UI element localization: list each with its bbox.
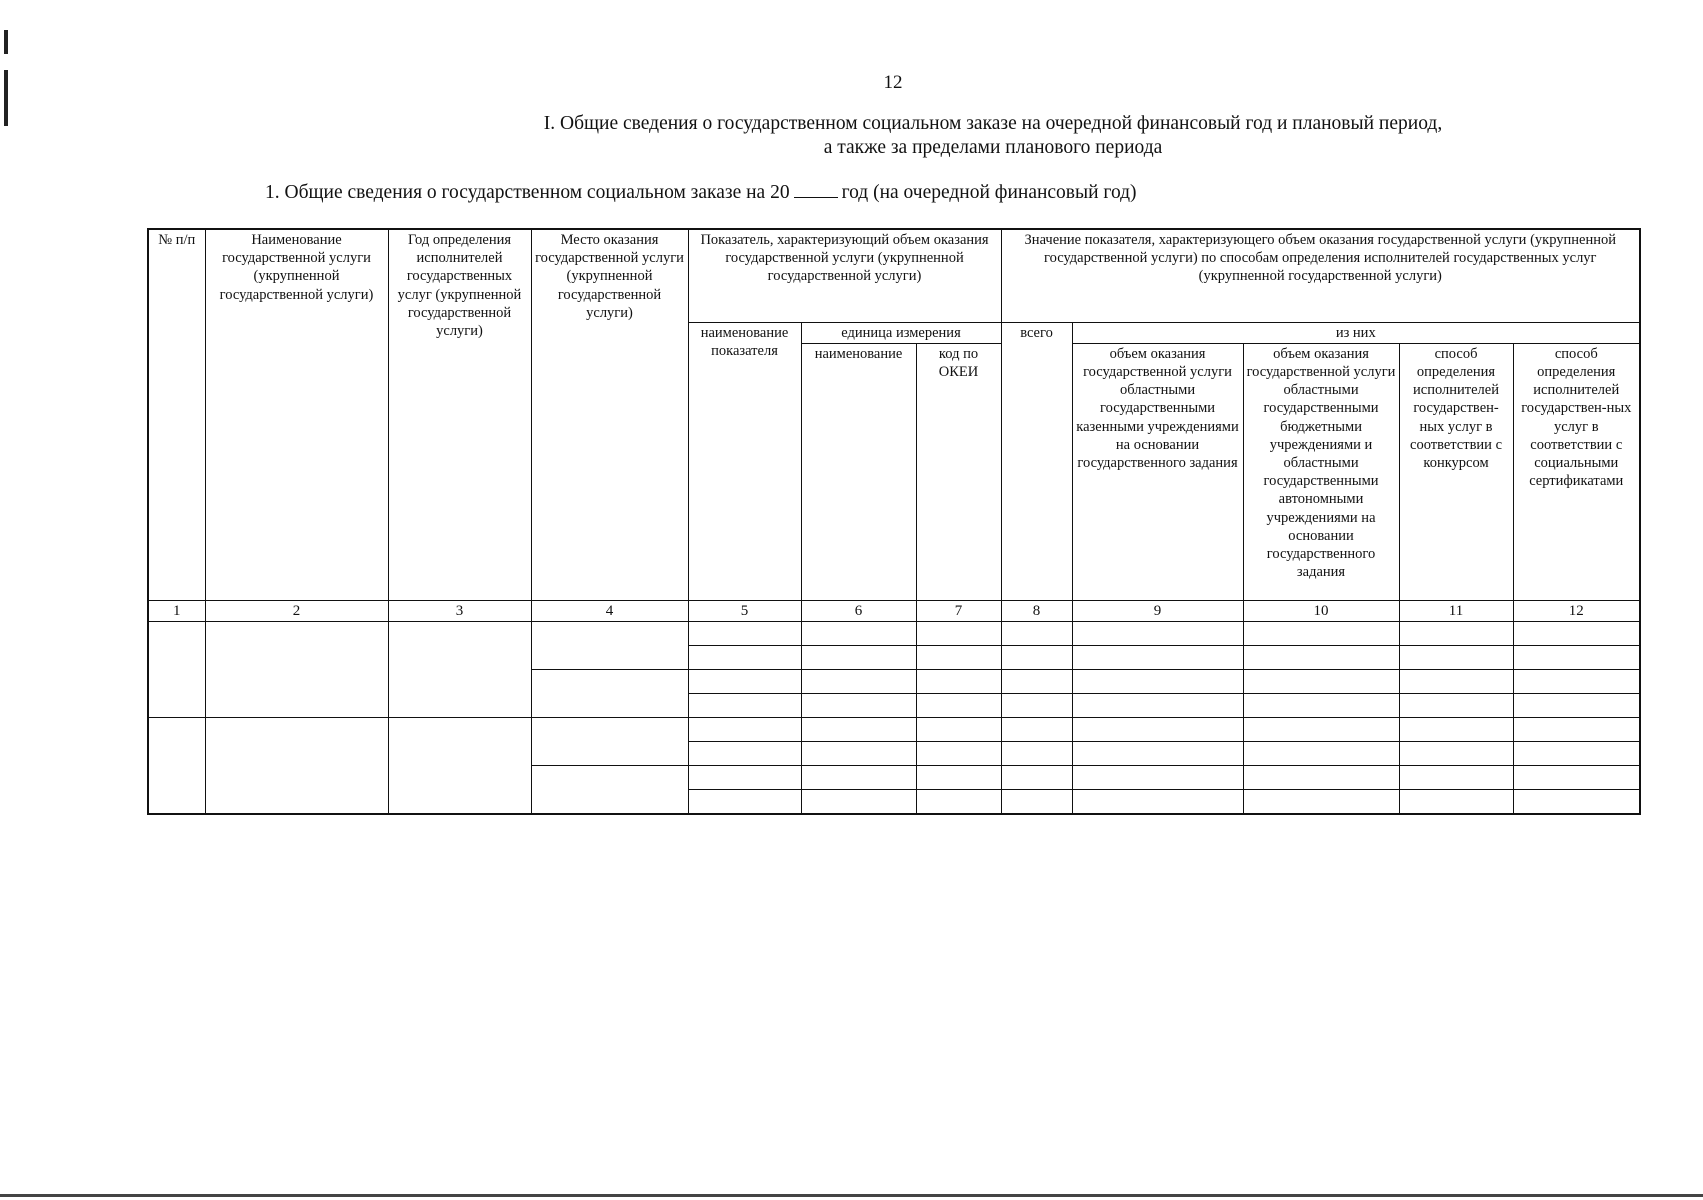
cell-volume-kazennye[interactable] xyxy=(1072,669,1243,693)
cell-indicator-name[interactable] xyxy=(688,717,801,741)
cell-year[interactable] xyxy=(388,717,531,814)
column-number: 3 xyxy=(388,600,531,621)
cell-row-number[interactable] xyxy=(148,621,205,717)
table-row xyxy=(148,621,1640,645)
column-number: 7 xyxy=(916,600,1001,621)
cell-method-certificates[interactable] xyxy=(1513,717,1640,741)
cell-volume-kazennye[interactable] xyxy=(1072,789,1243,814)
cell-indicator-name[interactable] xyxy=(688,693,801,717)
cell-unit-code[interactable] xyxy=(916,645,1001,669)
cell-volume-kazennye[interactable] xyxy=(1072,717,1243,741)
cell-unit-code[interactable] xyxy=(916,621,1001,645)
cell-total[interactable] xyxy=(1001,669,1072,693)
header-volume-budget-autonomous: объем оказания государственной услуги областными государственными бюджетными учреждениями и областными государственными автономными учреждениями на основании государственного задания xyxy=(1243,343,1399,600)
cell-method-competition[interactable] xyxy=(1399,669,1513,693)
header-unit-code: код по ОКЕИ xyxy=(916,343,1001,600)
header-service-name: Наименование государственной услуги (укрупненной государственной услуги) xyxy=(205,229,388,600)
section-heading xyxy=(300,112,1686,160)
header-indicator-name: наименование показателя xyxy=(688,322,801,600)
cell-indicator-name[interactable] xyxy=(688,621,801,645)
social-order-table xyxy=(147,228,1641,815)
header-value-group: Значение показателя, характеризующего объем оказания государственной услуги (укрупненной государственной услуги) по способам определения исполнителей государственных услуг (укрупненной государственной услуги) xyxy=(1001,229,1640,322)
cell-volume-budget[interactable] xyxy=(1243,741,1399,765)
column-number: 11 xyxy=(1399,600,1513,621)
cell-method-competition[interactable] xyxy=(1399,741,1513,765)
column-number: 1 xyxy=(148,600,205,621)
cell-total[interactable] xyxy=(1001,645,1072,669)
header-unit-name: наименование xyxy=(801,343,916,600)
cell-volume-kazennye[interactable] xyxy=(1072,693,1243,717)
header-of-them: из них xyxy=(1072,322,1640,343)
cell-indicator-name[interactable] xyxy=(688,789,801,814)
cell-volume-budget[interactable] xyxy=(1243,693,1399,717)
scan-edge-mark xyxy=(4,30,8,54)
cell-unit-name[interactable] xyxy=(801,645,916,669)
cell-method-competition[interactable] xyxy=(1399,765,1513,789)
cell-place[interactable] xyxy=(531,621,688,669)
page-number: 12 xyxy=(883,72,903,93)
year-blank-field[interactable] xyxy=(794,181,838,198)
section-heading-line1: I. Общие сведения о государственном социальном заказе на очередной финансовый год и плановый период, xyxy=(543,113,1443,134)
scan-edge-bottom xyxy=(0,1194,1703,1197)
cell-volume-budget[interactable] xyxy=(1243,669,1399,693)
header-volume-kazennye: объем оказания государственной услуги областными государственными казенными учреждениями на основании государственного задания xyxy=(1072,343,1243,600)
header-place: Место оказания государственной услуги (укрупненной государственной услуги) xyxy=(531,229,688,600)
cell-method-competition[interactable] xyxy=(1399,693,1513,717)
cell-unit-code[interactable] xyxy=(916,741,1001,765)
cell-method-certificates[interactable] xyxy=(1513,765,1640,789)
cell-volume-budget[interactable] xyxy=(1243,717,1399,741)
cell-unit-name[interactable] xyxy=(801,765,916,789)
cell-indicator-name[interactable] xyxy=(688,645,801,669)
header-year: Год определения исполнителей государственных услуг (укрупненной государственной услуги) xyxy=(388,229,531,600)
column-number: 8 xyxy=(1001,600,1072,621)
cell-year[interactable] xyxy=(388,621,531,717)
header-total: всего xyxy=(1001,322,1072,600)
cell-method-certificates[interactable] xyxy=(1513,741,1640,765)
column-number: 4 xyxy=(531,600,688,621)
cell-place[interactable] xyxy=(531,765,688,814)
table-row xyxy=(148,717,1640,741)
cell-unit-name[interactable] xyxy=(801,693,916,717)
cell-volume-kazennye[interactable] xyxy=(1072,621,1243,645)
cell-place[interactable] xyxy=(531,669,688,717)
subsection-heading-suffix: год (на очередной финансовый год) xyxy=(841,182,1137,203)
cell-volume-kazennye[interactable] xyxy=(1072,765,1243,789)
cell-unit-name[interactable] xyxy=(801,621,916,645)
cell-indicator-name[interactable] xyxy=(688,765,801,789)
cell-method-certificates[interactable] xyxy=(1513,621,1640,645)
cell-volume-budget[interactable] xyxy=(1243,789,1399,814)
cell-total[interactable] xyxy=(1001,717,1072,741)
cell-method-certificates[interactable] xyxy=(1513,789,1640,814)
column-number: 6 xyxy=(801,600,916,621)
cell-place[interactable] xyxy=(531,717,688,765)
cell-total[interactable] xyxy=(1001,693,1072,717)
cell-volume-budget[interactable] xyxy=(1243,645,1399,669)
cell-indicator-name[interactable] xyxy=(688,741,801,765)
cell-method-certificates[interactable] xyxy=(1513,645,1640,669)
cell-method-competition[interactable] xyxy=(1399,717,1513,741)
cell-unit-name[interactable] xyxy=(801,741,916,765)
cell-unit-code[interactable] xyxy=(916,765,1001,789)
cell-total[interactable] xyxy=(1001,621,1072,645)
cell-unit-code[interactable] xyxy=(916,717,1001,741)
cell-total[interactable] xyxy=(1001,741,1072,765)
cell-service-name[interactable] xyxy=(205,717,388,814)
cell-volume-budget[interactable] xyxy=(1243,765,1399,789)
subsection-heading xyxy=(265,181,1137,204)
header-row-number: № п/п xyxy=(148,229,205,600)
header-method-competition: способ определения исполнителей государствен-ных услуг в соответствии с конкурсом xyxy=(1399,343,1513,600)
cell-unit-code[interactable] xyxy=(916,669,1001,693)
cell-method-certificates[interactable] xyxy=(1513,669,1640,693)
cell-method-competition[interactable] xyxy=(1399,789,1513,814)
cell-total[interactable] xyxy=(1001,765,1072,789)
cell-method-competition[interactable] xyxy=(1399,621,1513,645)
column-number: 2 xyxy=(205,600,388,621)
column-number: 12 xyxy=(1513,600,1640,621)
cell-volume-kazennye[interactable] xyxy=(1072,741,1243,765)
cell-unit-code[interactable] xyxy=(916,789,1001,814)
cell-method-competition[interactable] xyxy=(1399,645,1513,669)
subsection-heading-prefix: 1. Общие сведения о государственном социальном заказе на 20 xyxy=(265,182,790,203)
cell-method-certificates[interactable] xyxy=(1513,693,1640,717)
column-number: 5 xyxy=(688,600,801,621)
cell-unit-code[interactable] xyxy=(916,693,1001,717)
cell-unit-name[interactable] xyxy=(801,717,916,741)
cell-service-name[interactable] xyxy=(205,621,388,717)
cell-total[interactable] xyxy=(1001,789,1072,814)
cell-unit-name[interactable] xyxy=(801,789,916,814)
section-heading-line2: а также за пределами планового периода xyxy=(823,137,1163,158)
header-unit-group: единица измерения xyxy=(801,322,1001,343)
header-method-certificates: способ определения исполнителей государствен-ных услуг в соответствии с социальными сертификатами xyxy=(1513,343,1640,600)
cell-volume-budget[interactable] xyxy=(1243,621,1399,645)
cell-row-number[interactable] xyxy=(148,717,205,814)
cell-unit-name[interactable] xyxy=(801,669,916,693)
column-number: 9 xyxy=(1072,600,1243,621)
cell-indicator-name[interactable] xyxy=(688,669,801,693)
column-number: 10 xyxy=(1243,600,1399,621)
header-indicator-group: Показатель, характеризующий объем оказания государственной услуги (укрупненной государственной услуги) xyxy=(688,229,1001,322)
cell-volume-kazennye[interactable] xyxy=(1072,645,1243,669)
